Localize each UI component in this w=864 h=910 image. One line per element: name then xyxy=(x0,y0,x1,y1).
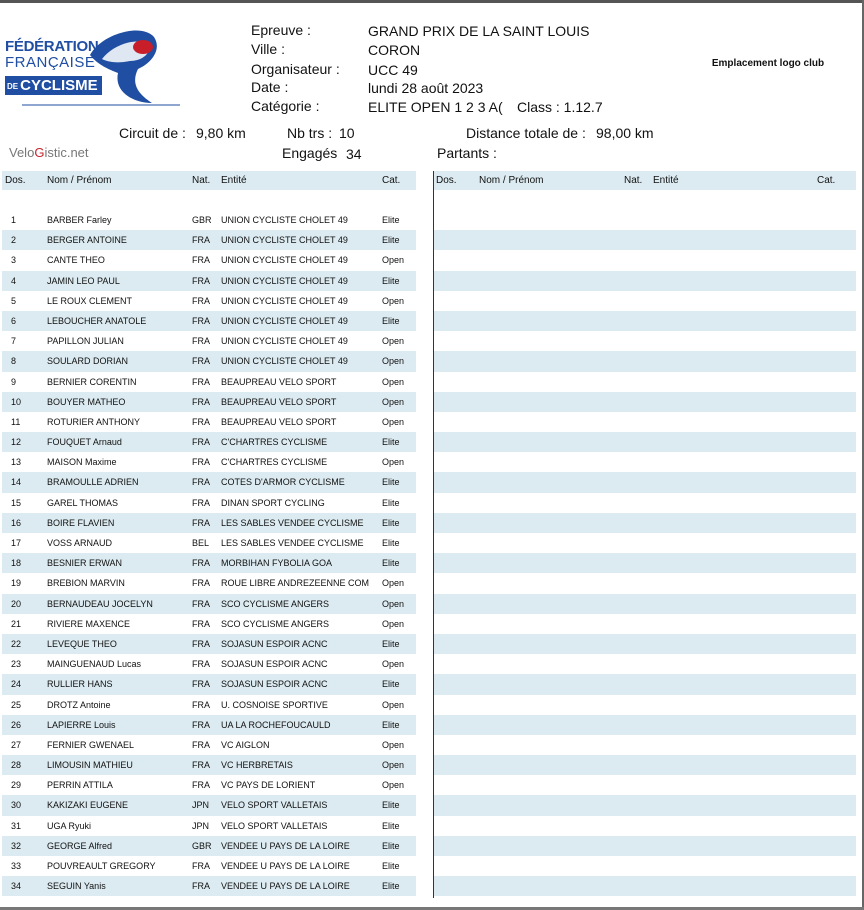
table-row xyxy=(2,876,416,896)
rider-cat: Open xyxy=(382,336,405,347)
logo-line-2: FRANÇAISE xyxy=(5,54,96,71)
partants-label: Partants : xyxy=(437,145,497,161)
rider-name: BERGER ANTOINE xyxy=(47,235,127,246)
ville-value: CORON xyxy=(368,42,421,58)
col-nom-right: Nom / Prénom xyxy=(479,175,544,186)
rider-name: SEGUIN Yanis xyxy=(47,881,106,892)
rider-name: UGA Ryuki xyxy=(47,820,92,831)
table-row-empty xyxy=(434,755,856,775)
rider-entite: UNION CYCLISTE CHOLET 49 xyxy=(221,295,348,306)
rider-nat: GBR xyxy=(192,840,212,851)
table-row-empty xyxy=(434,715,856,735)
rider-name: GAREL THOMAS xyxy=(47,497,119,508)
rider-nat: FRA xyxy=(192,780,210,791)
table-row-empty xyxy=(434,654,856,674)
rider-nat: FRA xyxy=(192,659,210,670)
rider-name: JAMIN LEO PAUL xyxy=(47,275,120,286)
table-row xyxy=(2,634,416,654)
rider-cat: Open xyxy=(382,699,405,710)
table-row-empty xyxy=(434,392,856,412)
rider-cat: Open xyxy=(382,356,405,367)
table-row-empty xyxy=(434,351,856,371)
rider-dos: 31 xyxy=(11,820,22,831)
engages-label: Engagés xyxy=(282,145,338,161)
rider-entite: VC AIGLON xyxy=(221,739,270,750)
rider-dos: 22 xyxy=(11,638,22,649)
rider-entite: VELO SPORT VALLETAIS xyxy=(221,800,328,811)
rider-name: PAPILLON JULIAN xyxy=(47,336,124,347)
rider-nat: FRA xyxy=(192,497,210,508)
rider-dos: 11 xyxy=(11,416,21,427)
rider-nat: FRA xyxy=(192,699,210,710)
table-row xyxy=(2,513,416,533)
rider-nat: BEL xyxy=(192,538,210,548)
rider-nat: FRA xyxy=(192,396,210,407)
rider-nat: FRA xyxy=(192,881,210,892)
logo-line-3 xyxy=(5,76,102,95)
header-spacer-right xyxy=(434,190,856,210)
rider-entite: DINAN SPORT CYCLING xyxy=(221,497,325,508)
nbtrs-value: 10 xyxy=(339,125,355,141)
rider-dos: 8 xyxy=(11,356,17,367)
table-row xyxy=(2,695,416,715)
table-row-empty xyxy=(434,472,856,492)
rider-dos: 34 xyxy=(11,881,22,892)
col-dos-right: Dos. xyxy=(436,175,457,186)
table-row xyxy=(2,836,416,856)
logo-line-1: FÉDÉRATION xyxy=(5,38,99,55)
rider-entite: VELO SPORT VALLETAIS xyxy=(221,820,328,831)
rider-dos: 24 xyxy=(11,679,22,690)
table-row-empty xyxy=(434,735,856,755)
engages-value: 34 xyxy=(346,146,362,162)
rider-cat: Elite xyxy=(382,437,400,448)
rider-name: BOIRE FLAVIEN xyxy=(47,517,115,528)
rider-name: BESNIER ERWAN xyxy=(47,558,123,569)
col-dos: Dos. xyxy=(5,175,26,186)
rider-name: DROTZ Antoine xyxy=(47,699,111,710)
rider-nat: FRA xyxy=(192,517,210,528)
col-entite: Entité xyxy=(221,175,247,186)
table-row xyxy=(2,250,416,270)
table-row xyxy=(2,573,416,593)
rider-dos: 20 xyxy=(11,598,22,609)
table-row-empty xyxy=(434,775,856,795)
rider-entite: UNION CYCLISTE CHOLET 49 xyxy=(221,255,348,266)
rider-name: BERNIER CORENTIN xyxy=(47,376,137,387)
rider-dos: 32 xyxy=(11,840,22,851)
epreuve-value: GRAND PRIX DE LA SAINT LOUIS xyxy=(368,23,590,39)
rider-dos: 18 xyxy=(11,558,22,569)
logo-cyclisme: CYCLISME xyxy=(20,77,98,94)
rider-nat: FRA xyxy=(192,315,210,326)
rider-nat: GBR xyxy=(192,215,212,225)
class-value: Class : 1.12.7 xyxy=(517,99,603,115)
rider-entite: C'CHARTRES CYCLISME xyxy=(221,437,328,448)
rider-dos: 25 xyxy=(11,699,22,710)
rider-cat: Open xyxy=(382,416,405,427)
rider-cat: Open xyxy=(382,457,405,468)
rider-cat: Open xyxy=(382,659,405,670)
rider-nat: JPN xyxy=(192,800,210,811)
col-nat-right: Nat. xyxy=(624,175,643,186)
rider-cat: Open xyxy=(382,618,405,629)
rider-dos: 30 xyxy=(11,800,22,811)
categorie-value: ELITE OPEN 1 2 3 A( xyxy=(368,99,503,115)
table-row-empty xyxy=(434,331,856,351)
rider-nat: FRA xyxy=(192,437,210,448)
rider-name: BRAMOULLE ADRIEN xyxy=(47,477,139,488)
rider-cat: Elite xyxy=(382,840,400,851)
table-row xyxy=(2,472,416,492)
rider-nat: FRA xyxy=(192,477,210,488)
col-cat-right: Cat. xyxy=(817,175,836,186)
rider-name: FERNIER GWENAEL xyxy=(47,739,135,750)
rider-name: BREBION MARVIN xyxy=(47,578,125,589)
rider-name: LEBOUCHER ANATOLE xyxy=(47,315,147,326)
rider-nat: FRA xyxy=(192,376,210,387)
rider-dos: 9 xyxy=(11,376,17,387)
nbtrs-label: Nb trs : xyxy=(287,125,333,141)
table-row-empty xyxy=(434,614,856,634)
rider-cat: Elite xyxy=(382,719,400,730)
engages-table xyxy=(2,171,416,896)
rider-cat: Open xyxy=(382,295,405,306)
rider-name: MAISON Maxime xyxy=(47,457,117,468)
rider-entite: LES SABLES VENDEE CYCLISME xyxy=(221,538,364,548)
table-row-empty xyxy=(434,452,856,472)
rider-dos: 23 xyxy=(11,659,22,670)
rider-nat: FRA xyxy=(192,336,210,347)
organisateur-value: UCC 49 xyxy=(368,62,418,78)
rider-entite: BEAUPREAU VELO SPORT xyxy=(221,376,337,387)
rider-cat: Elite xyxy=(382,679,400,690)
logo-de: DE xyxy=(7,81,19,91)
rider-name: CANTE THEO xyxy=(47,255,105,266)
rider-cat: Open xyxy=(382,739,405,750)
organisateur-label: Organisateur : xyxy=(251,61,340,77)
rider-entite: SOJASUN ESPOIR ACNC xyxy=(221,638,328,649)
rider-entite: BEAUPREAU VELO SPORT xyxy=(221,396,337,407)
rider-dos: 21 xyxy=(11,618,22,629)
velogistic-part-1: Velo xyxy=(9,145,35,160)
rider-name: PERRIN ATTILA xyxy=(47,780,113,791)
date-value: lundi 28 août 2023 xyxy=(368,80,484,96)
rider-name: LE ROUX CLEMENT xyxy=(47,295,133,306)
rider-cat: Elite xyxy=(382,315,400,326)
table-row xyxy=(2,674,416,694)
table-row xyxy=(2,210,416,230)
rider-cat: Elite xyxy=(382,558,400,569)
rider-dos: 12 xyxy=(11,437,22,448)
rider-nat: FRA xyxy=(192,598,210,609)
table-row-empty xyxy=(434,634,856,654)
table-row xyxy=(2,594,416,614)
rider-nat: FRA xyxy=(192,739,210,750)
rider-nat: FRA xyxy=(192,295,210,306)
rider-dos: 14 xyxy=(11,477,22,488)
table-row-empty xyxy=(434,795,856,815)
rider-entite: UNION CYCLISTE CHOLET 49 xyxy=(221,336,348,347)
rider-name: LEVEQUE THEO xyxy=(47,638,117,649)
rider-nat: FRA xyxy=(192,719,210,730)
col-entite-right: Entité xyxy=(653,175,679,186)
partants-table xyxy=(434,171,856,896)
rider-cat: Elite xyxy=(382,638,400,649)
rider-dos: 3 xyxy=(11,255,17,266)
rider-dos: 17 xyxy=(11,538,22,548)
rider-cat: Elite xyxy=(382,881,400,892)
partants-table-header xyxy=(434,171,856,190)
rider-dos: 7 xyxy=(11,336,17,347)
engages-table-header xyxy=(2,171,416,190)
table-row-empty xyxy=(434,876,856,896)
rider-name: BARBER Farley xyxy=(47,215,112,225)
table-row-empty xyxy=(434,594,856,614)
col-nom: Nom / Prénom xyxy=(47,175,112,186)
rider-entite: VENDEE U PAYS DE LA LOIRE xyxy=(221,881,350,892)
rider-name: GEORGE Alfred xyxy=(47,840,113,851)
rider-name: KAKIZAKI EUGENE xyxy=(47,800,129,811)
velogistic-part-2: istic.net xyxy=(44,145,89,160)
rider-dos: 5 xyxy=(11,295,17,306)
rider-name: MAINGUENAUD Lucas xyxy=(47,659,142,670)
rider-dos: 33 xyxy=(11,861,22,871)
rider-entite: COTES D'ARMOR CYCLISME xyxy=(221,477,345,488)
rider-entite: VC HERBRETAIS xyxy=(221,760,293,771)
table-row-empty xyxy=(434,695,856,715)
epreuve-label: Epreuve : xyxy=(251,22,311,38)
rider-dos: 26 xyxy=(11,719,22,730)
rider-cat: Elite xyxy=(382,538,400,548)
table-row-empty xyxy=(434,553,856,573)
rider-entite: UNION CYCLISTE CHOLET 49 xyxy=(221,235,348,246)
table-row xyxy=(2,715,416,735)
table-row-empty xyxy=(434,493,856,513)
table-row xyxy=(2,735,416,755)
rider-entite: ROUE LIBRE ANDREZEENNE COM xyxy=(221,578,370,589)
table-row-empty xyxy=(434,271,856,291)
rider-entite: SCO CYCLISME ANGERS xyxy=(221,598,330,609)
rider-name: LIMOUSIN MATHIEU xyxy=(47,760,133,771)
rider-cat: Open xyxy=(382,396,405,407)
table-row xyxy=(2,372,416,392)
rider-nat: FRA xyxy=(192,760,210,771)
table-row xyxy=(2,775,416,795)
rider-nat: FRA xyxy=(192,558,210,569)
table-row xyxy=(2,351,416,371)
rider-name: LAPIERRE Louis xyxy=(47,719,116,730)
rider-cat: Open xyxy=(382,255,405,266)
rider-entite: SCO CYCLISME ANGERS xyxy=(221,618,330,629)
rider-cat: Elite xyxy=(382,800,400,811)
rider-dos: 6 xyxy=(11,315,17,326)
categorie-label: Catégorie : xyxy=(251,98,320,114)
rider-nat: FRA xyxy=(192,356,210,367)
rider-nat: FRA xyxy=(192,275,210,286)
table-row-empty xyxy=(434,291,856,311)
rider-nat: FRA xyxy=(192,679,210,690)
rider-entite: VC PAYS DE LORIENT xyxy=(221,780,316,791)
table-row-empty xyxy=(434,533,856,553)
rider-dos: 1 xyxy=(11,215,17,225)
rider-cat: Open xyxy=(382,598,405,609)
table-row xyxy=(2,291,416,311)
col-nat: Nat. xyxy=(192,175,211,186)
club-logo-placeholder: Emplacement logo club xyxy=(711,58,825,69)
rider-cat: Elite xyxy=(382,477,400,488)
rider-name: VOSS ARNAUD xyxy=(47,538,113,548)
table-row xyxy=(2,432,416,452)
table-row xyxy=(2,755,416,775)
table-row-empty xyxy=(434,311,856,331)
rider-cat: Elite xyxy=(382,235,400,246)
rider-dos: 15 xyxy=(11,497,22,508)
table-row xyxy=(2,493,416,513)
rider-nat: FRA xyxy=(192,578,210,589)
rider-entite: SOJASUN ESPOIR ACNC xyxy=(221,659,328,670)
table-row-empty xyxy=(434,432,856,452)
table-row-empty xyxy=(434,230,856,250)
rider-dos: 28 xyxy=(11,760,22,771)
rider-entite: SOJASUN ESPOIR ACNC xyxy=(221,679,328,690)
distance-value: 98,00 km xyxy=(596,125,654,141)
velogistic-brand[interactable] xyxy=(9,145,89,160)
rider-entite: UNION CYCLISTE CHOLET 49 xyxy=(221,315,348,326)
table-row-empty xyxy=(434,372,856,392)
rider-nat: FRA xyxy=(192,457,210,468)
rider-nat: FRA xyxy=(192,255,210,266)
table-row-empty xyxy=(434,573,856,593)
rider-name: POUVREAULT GREGORY xyxy=(47,861,156,871)
rider-dos: 19 xyxy=(11,578,22,589)
table-row xyxy=(2,311,416,331)
rider-dos: 16 xyxy=(11,517,22,528)
rider-dos: 10 xyxy=(11,396,22,407)
velogistic-part-g: G xyxy=(34,145,45,160)
table-row xyxy=(2,816,416,836)
rider-entite: UA LA ROCHEFOUCAULD xyxy=(221,719,331,730)
table-row xyxy=(2,533,416,553)
partants-rows xyxy=(434,210,856,896)
table-row xyxy=(2,331,416,351)
rider-cat: Elite xyxy=(382,820,400,831)
rider-entite: MORBIHAN FYBOLIA GOA xyxy=(221,558,333,569)
table-row xyxy=(2,795,416,815)
rider-nat: FRA xyxy=(192,416,210,427)
table-row xyxy=(2,614,416,634)
rider-nat: FRA xyxy=(192,861,210,871)
table-row xyxy=(2,553,416,573)
rider-name: RIVIERE MAXENCE xyxy=(47,618,131,629)
table-row-empty xyxy=(434,513,856,533)
rider-entite: UNION CYCLISTE CHOLET 49 xyxy=(221,215,348,225)
table-row-empty xyxy=(434,412,856,432)
table-row xyxy=(2,271,416,291)
rider-name: ROTURIER ANTHONY xyxy=(47,416,141,427)
rider-cat: Open xyxy=(382,578,405,589)
rider-nat: FRA xyxy=(192,618,210,629)
rider-cat: Open xyxy=(382,760,405,771)
table-row xyxy=(2,230,416,250)
rider-entite: UNION CYCLISTE CHOLET 49 xyxy=(221,275,348,286)
rider-name: FOUQUET Arnaud xyxy=(47,437,122,448)
rider-dos: 2 xyxy=(11,235,17,246)
rider-cat: Open xyxy=(382,780,405,791)
table-row-empty xyxy=(434,210,856,230)
table-row xyxy=(2,856,416,876)
table-row xyxy=(2,392,416,412)
rider-cat: Elite xyxy=(382,215,400,225)
rider-name: BOUYER MATHEO xyxy=(47,396,126,407)
rider-cat: Open xyxy=(382,376,405,387)
rider-dos: 13 xyxy=(11,457,22,468)
col-cat: Cat. xyxy=(382,175,401,186)
rider-entite: U. COSNOISE SPORTIVE xyxy=(221,699,328,710)
table-row-empty xyxy=(434,856,856,876)
rider-name: RULLIER HANS xyxy=(47,679,113,690)
rider-name: BERNAUDEAU JOCELYN xyxy=(47,598,153,609)
rider-entite: BEAUPREAU VELO SPORT xyxy=(221,416,337,427)
page-border-top xyxy=(0,0,864,3)
engages-rows xyxy=(2,210,416,896)
table-row-empty xyxy=(434,674,856,694)
table-row xyxy=(2,452,416,472)
table-row xyxy=(2,412,416,432)
rider-cat: Elite xyxy=(382,497,400,508)
rider-entite: UNION CYCLISTE CHOLET 49 xyxy=(221,356,348,367)
circuit-label: Circuit de : xyxy=(119,125,186,141)
rider-nat: FRA xyxy=(192,638,210,649)
rider-nat: JPN xyxy=(192,820,210,831)
rider-dos: 4 xyxy=(11,275,17,286)
table-row-empty xyxy=(434,250,856,270)
table-row xyxy=(2,654,416,674)
date-label: Date : xyxy=(251,79,289,95)
rider-entite: C'CHARTRES CYCLISME xyxy=(221,457,328,468)
rider-dos: 29 xyxy=(11,780,22,791)
rider-cat: Elite xyxy=(382,517,400,528)
rider-cat: Elite xyxy=(382,861,400,871)
table-row-empty xyxy=(434,836,856,856)
table-row-empty xyxy=(434,816,856,836)
rider-entite: VENDEE U PAYS DE LA LOIRE xyxy=(221,861,350,871)
rider-nat: FRA xyxy=(192,235,210,246)
rider-dos: 27 xyxy=(11,739,22,750)
rider-cat: Elite xyxy=(382,275,400,286)
header-spacer xyxy=(2,190,416,210)
rider-entite: LES SABLES VENDEE CYCLISME xyxy=(221,517,364,528)
circuit-value: 9,80 km xyxy=(196,125,246,141)
ville-label: Ville : xyxy=(251,41,285,57)
distance-label: Distance totale de : xyxy=(466,125,586,141)
rider-name: SOULARD DORIAN xyxy=(47,356,129,367)
rider-entite: VENDEE U PAYS DE LA LOIRE xyxy=(221,840,350,851)
